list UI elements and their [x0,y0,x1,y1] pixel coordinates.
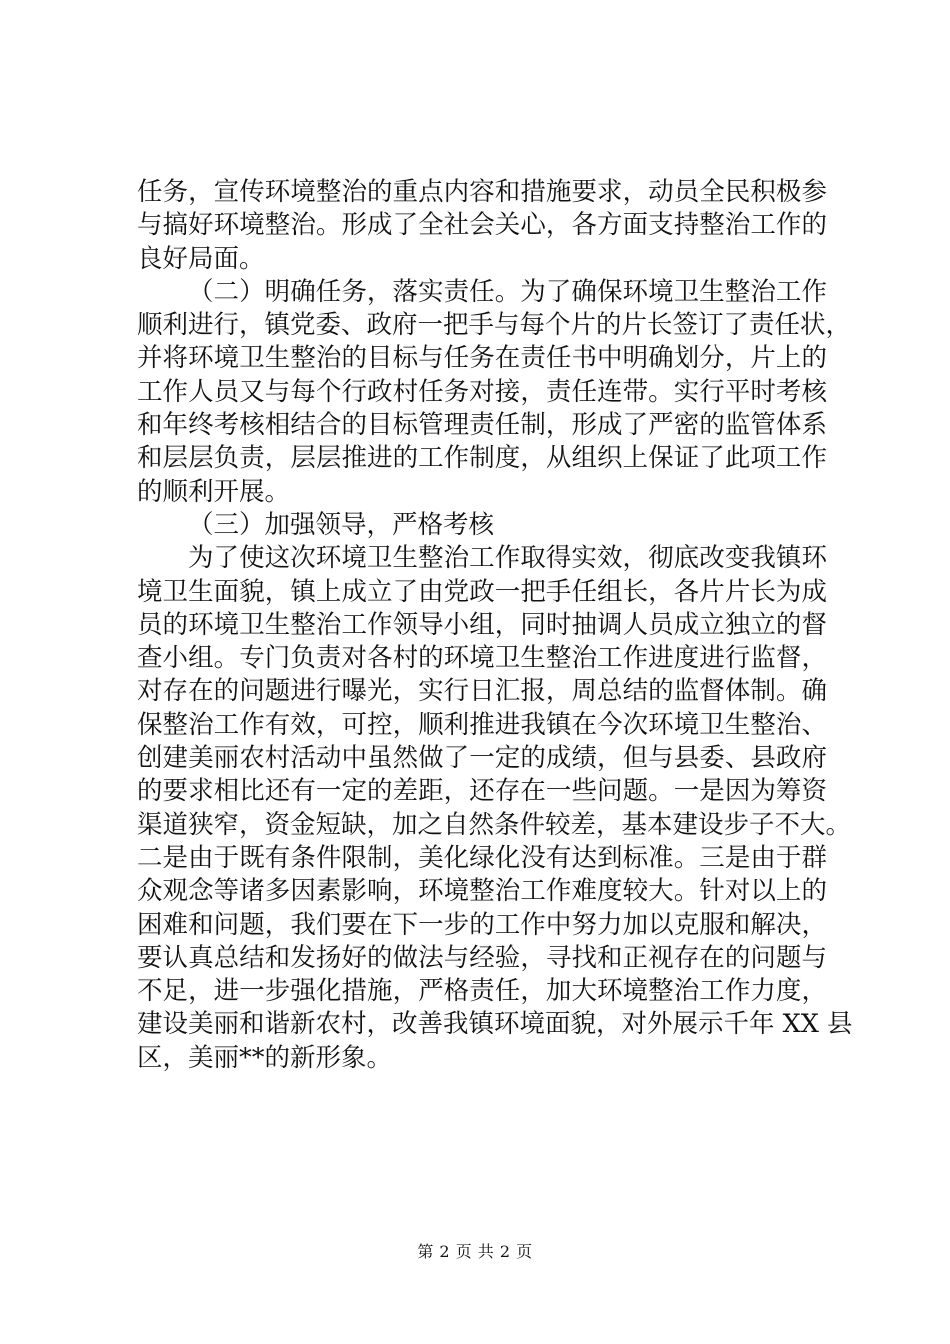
text-line: 困难和问题，我们要在下一步的工作中努力加以克服和解决， [137,909,827,940]
text-line: 的要求相比还有一定的差距，还存在一些问题。一是因为筹资 [137,776,827,807]
text-line: 对存在的问题进行曝光，实行日汇报，周总结的监督体制。确 [137,676,827,707]
text-line: 任务，宣传环境整治的重点内容和措施要求，动员全民积极参 [137,177,827,207]
text-line: 境卫生面貌，镇上成立了由党政一把手任组长，各片片长为成 [137,576,827,607]
text-line: 与搞好环境整治。形成了全社会关心，各方面支持整治工作的 [137,210,827,241]
text-line: 创建美丽农村活动中虽然做了一定的成绩，但与县委、县政府 [137,743,827,774]
text-line: 的顺利开展。 [137,476,291,507]
page-footer: 第 2 页 共 2 页 [417,1242,533,1261]
text-line: 和层层负责，层层推进的工作制度，从组织上保证了此项工作 [137,443,827,474]
text-line: 要认真总结和发扬好的做法与经验，寻找和正视存在的问题与 [137,942,827,973]
text-line: 并将环境卫生整治的目标与任务在责任书中明确划分，片上的 [137,343,827,374]
text-line: 保整治工作有效，可控，顺利推进我镇在今次环境卫生整治、 [137,709,827,740]
text-line: 渠道狭窄，资金短缺，加之自然条件较差，基本建设步子不大。 [137,809,852,840]
text-line: 查小组。专门负责对各村的环境卫生整治工作进度进行监督， [137,643,827,674]
text-line: 工作人员又与每个行政村任务对接，责任连带。实行平时考核 [137,376,827,407]
text-line: 不足，进一步强化措施，严格责任，加大环境整治工作力度， [137,976,827,1007]
text-line: 良好局面。 [137,243,265,274]
text-line: 众观念等诸多因素影响，环境整治工作难度较大。针对以上的 [137,876,827,907]
text-line: 为了使这次环境卫生整治工作取得实效，彻底改变我镇环 [188,543,827,574]
text-line: 顺利进行，镇党委、政府一把手与每个片的片长签订了责任状， [137,310,852,341]
text-line: 和年终考核相结合的目标管理责任制，形成了严密的监管体系 [137,410,827,441]
text-line: 建设美丽和谐新农村，改善我镇环境面貌，对外展示千年 XX 县 [137,1009,853,1040]
text-line: 二是由于既有条件限制，美化绿化没有达到标准。三是由于群 [137,842,827,873]
body-text [137,176,853,1075]
text-line: （二）明确任务，落实责任。为了确保环境卫生整治工作 [188,276,827,307]
text-line: 区，美丽**的新形象。 [137,1042,393,1073]
text-line: （三）加强领导，严格考核 [188,509,495,540]
text-line: 员的环境卫生整治工作领导小组，同时抽调人员成立独立的督 [137,609,827,640]
